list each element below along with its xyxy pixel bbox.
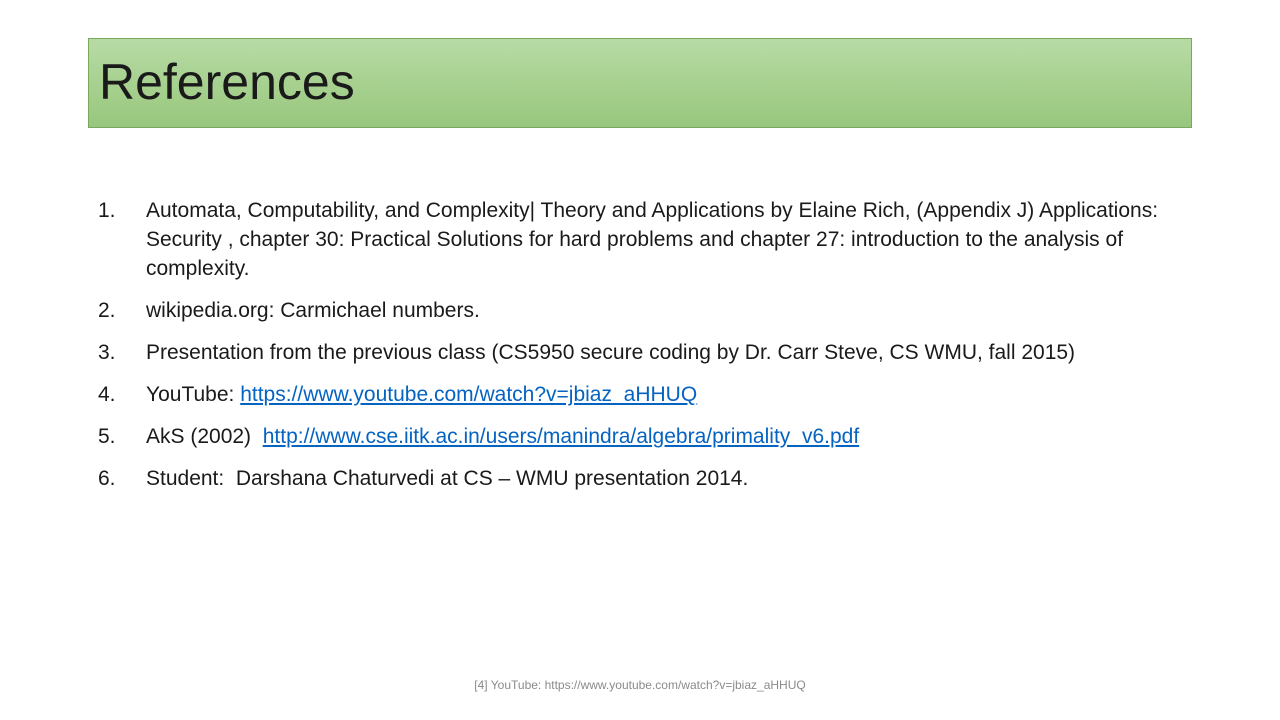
reference-number: 1. [98, 199, 116, 222]
footer-citation: [4] YouTube: https://www.youtube.com/watch?v=jbiaz_aHHUQ [474, 678, 806, 692]
reference-number: 4. [98, 383, 116, 406]
reference-text: Automata, Computability, and Complexity| Theory and Applications by Elaine Rich, (Appendix J) Applications: Security , chapter 30: Practical Solutions for hard problems and chapter 27: introduction to the analysis of complexity. [146, 199, 1159, 280]
reference-item-1 [98, 196, 1178, 283]
reference-list [98, 196, 1178, 506]
reference-item-4 [98, 380, 1178, 409]
reference-item-6 [98, 464, 1178, 493]
reference-number: 5. [98, 425, 116, 448]
reference-text: Student: Darshana Chaturvedi at CS – WMU presentation 2014. [146, 467, 749, 490]
reference-item-2 [98, 296, 1178, 325]
reference-number: 3. [98, 341, 116, 364]
slide-title: References [99, 54, 355, 110]
primality-pdf-link[interactable]: http://www.cse.iitk.ac.in/users/manindra/algebra/primality_v6.pdf [262, 425, 860, 448]
title-bar [88, 38, 1192, 128]
reference-number: 2. [98, 299, 116, 322]
reference-item-3 [98, 338, 1178, 367]
reference-item-5 [98, 422, 1178, 451]
reference-text: Presentation from the previous class (CS5950 secure coding by Dr. Carr Steve, CS WMU, fall 2015) [146, 341, 1076, 364]
reference-prefix: YouTube: [146, 383, 241, 406]
youtube-link[interactable]: https://www.youtube.com/watch?v=jbiaz_aHHUQ [240, 383, 698, 406]
reference-text: wikipedia.org: Carmichael numbers. [146, 299, 480, 322]
reference-number: 6. [98, 467, 116, 490]
reference-prefix: AkS (2002) [146, 425, 263, 448]
